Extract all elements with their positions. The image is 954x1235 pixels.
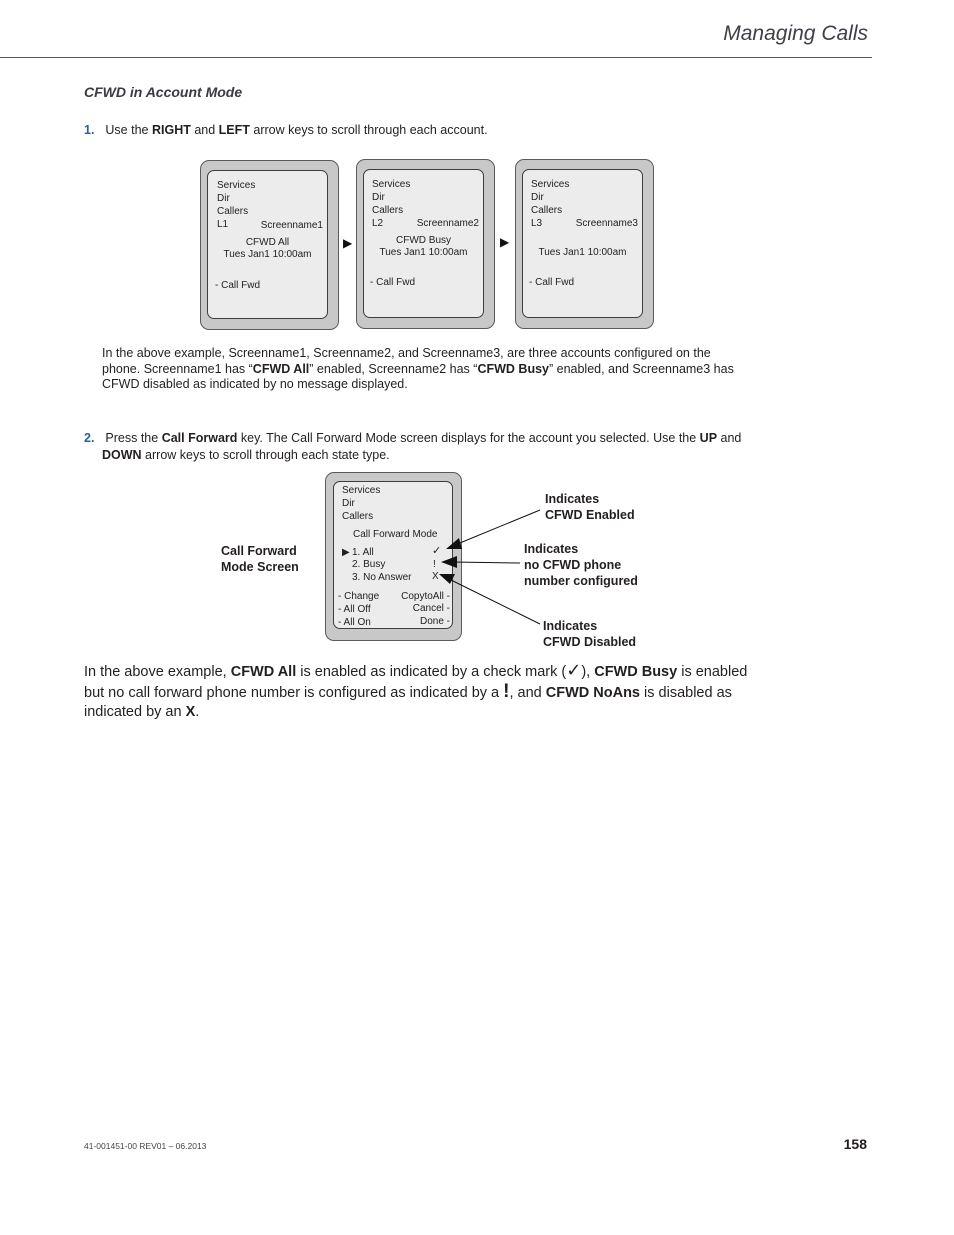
paragraph-line <box>84 661 747 682</box>
exclamation-icon: ! <box>433 559 436 570</box>
step-number: 1. <box>84 123 95 137</box>
page-header-title: Managing Calls <box>723 22 868 45</box>
arrowhead-icon <box>439 574 455 584</box>
lcd-account-name: Screenname3 <box>575 218 638 229</box>
lcd-datetime: Tues Jan1 10:00am <box>379 247 468 258</box>
paragraph-line <box>84 703 747 722</box>
lcd-menu-item: Dir <box>372 192 385 203</box>
document-code: 41-001451-00 REV01 – 06.2013 <box>84 1141 207 1151</box>
text: , and <box>509 685 546 701</box>
text: is enabled as indicated by a check mark ( <box>296 664 567 680</box>
step-bold: Call Forward <box>161 431 238 445</box>
cfwd-option: 2. Busy <box>352 559 386 570</box>
lcd-menu-item: Services <box>531 179 570 190</box>
step-bold: LEFT <box>218 123 250 137</box>
arrow-right-icon: ▶ <box>343 236 353 250</box>
cfwd-option: 3. No Answer <box>352 572 412 583</box>
callout-line: no CFWD phone <box>524 558 622 572</box>
callout-no-cfwd-number <box>524 541 638 589</box>
callout-line: Mode Screen <box>221 560 299 574</box>
lcd-menu-item: Services <box>217 180 256 191</box>
softkey-left: - All On <box>338 617 371 628</box>
page-number: 158 <box>843 1136 867 1152</box>
lcd-menu-item: Callers <box>372 205 404 216</box>
check-mark-icon: ✓ <box>432 545 442 557</box>
step-bold: RIGHT <box>151 123 191 137</box>
text: ” enabled, and Screenname3 has <box>548 361 734 376</box>
lcd-softkey: - Call Fwd <box>370 277 416 288</box>
lcd-softkey: - Call Fwd <box>529 277 575 288</box>
lcd-screen-title: Call Forward Mode <box>353 529 438 540</box>
callout-line: Indicates <box>543 619 598 633</box>
callout-line: CFWD Enabled <box>545 508 635 522</box>
paragraph-line <box>84 682 747 703</box>
step-number: 2. <box>84 431 95 445</box>
exclamation-icon: ! <box>503 681 510 702</box>
lcd-menu-item: Services <box>342 485 381 496</box>
lcd-menu-item: Dir <box>217 193 230 204</box>
lcd-softkey: - Call Fwd <box>215 280 261 291</box>
callout-line-no-number <box>452 562 520 563</box>
text: but no call forward phone number is configured as indicated by a <box>84 685 504 701</box>
lcd-menu-item: Dir <box>342 498 355 509</box>
text: In the above example, <box>84 664 231 680</box>
softkey-left: - All Off <box>338 604 371 615</box>
step-bold: UP <box>699 431 718 445</box>
text: ” enabled, Screenname2 has “ <box>309 361 478 376</box>
callout-cfwd-disabled <box>543 618 636 650</box>
lcd-menu-item: Callers <box>531 205 563 216</box>
bold-text: CFWD All <box>230 664 297 680</box>
callout-line: Indicates <box>524 542 579 556</box>
softkey-right: Done - <box>419 616 450 627</box>
check-mark-icon: ✓ <box>566 660 582 680</box>
cfwd-option: 1. All <box>352 547 374 558</box>
step-text: Press the <box>105 431 162 445</box>
section-title: CFWD in Account Mode <box>84 84 243 100</box>
bold-text: CFWD All <box>252 361 310 376</box>
text: phone. Screenname1 has “ <box>102 361 253 376</box>
callout-line-enabled <box>455 510 540 545</box>
lcd-menu-item: Dir <box>531 192 544 203</box>
arrowhead-icon <box>446 538 462 549</box>
bold-text: CFWD NoAns <box>545 685 640 701</box>
x-mark-icon: X <box>432 571 439 582</box>
arrow-right-icon: ▶ <box>500 235 510 249</box>
step-text: arrow keys to scroll through each state type. <box>141 448 390 462</box>
softkey-right: CopytoAll - <box>401 591 450 602</box>
callout-line: Indicates <box>545 492 600 506</box>
step-text: Use the <box>105 123 152 137</box>
text: indicated by an <box>84 704 186 720</box>
callout-line: number configured <box>524 574 638 588</box>
paragraph-line: In the above example, Screenname1, Screenname2, and Screenname3, are three accounts configured on the <box>102 346 711 360</box>
paragraph-line: CFWD disabled as indicated by no message displayed. <box>102 377 408 391</box>
callout-cfwd-enabled <box>545 491 635 523</box>
lcd-cfwd-status: CFWD All <box>245 237 290 248</box>
text: is enabled <box>677 664 748 680</box>
step-text: and <box>190 123 219 137</box>
lcd-line-label: L1 <box>217 219 229 230</box>
text: is disabled as <box>640 685 732 701</box>
step-text: key. The Call Forward Mode screen displays for the account you selected. Use the <box>237 431 700 445</box>
callout-line: CFWD Disabled <box>543 635 637 649</box>
callout-line: Call Forward <box>221 544 297 558</box>
bold-text: CFWD Busy <box>477 361 549 376</box>
text: ), <box>581 664 595 680</box>
softkey-right: Cancel - <box>412 603 450 614</box>
step-bold: DOWN <box>102 448 142 462</box>
lcd-menu-item: Callers <box>217 206 249 217</box>
bold-text: X <box>185 704 196 720</box>
lcd-menu-item: Services <box>372 179 411 190</box>
lcd-datetime: Tues Jan1 10:00am <box>223 249 312 260</box>
lcd-line-label: L3 <box>531 218 543 229</box>
lcd-menu-item: Callers <box>342 511 374 522</box>
step-text: and <box>717 431 742 445</box>
text: . <box>195 704 200 720</box>
arrowhead-icon <box>441 556 457 568</box>
lcd-cfwd-status: CFWD Busy <box>396 235 451 246</box>
lcd-account-name: Screenname2 <box>416 218 479 229</box>
lcd-line-label: L2 <box>372 218 384 229</box>
lcd-account-name: Screenname1 <box>260 220 323 231</box>
explanation-paragraph-2 <box>84 661 747 722</box>
bold-text: CFWD Busy <box>594 664 678 680</box>
lcd-datetime: Tues Jan1 10:00am <box>538 247 627 258</box>
softkey-left: - Change <box>338 591 380 602</box>
step-text: arrow keys to scroll through each account. <box>249 123 488 137</box>
selection-pointer-icon: ▶ <box>342 547 350 558</box>
